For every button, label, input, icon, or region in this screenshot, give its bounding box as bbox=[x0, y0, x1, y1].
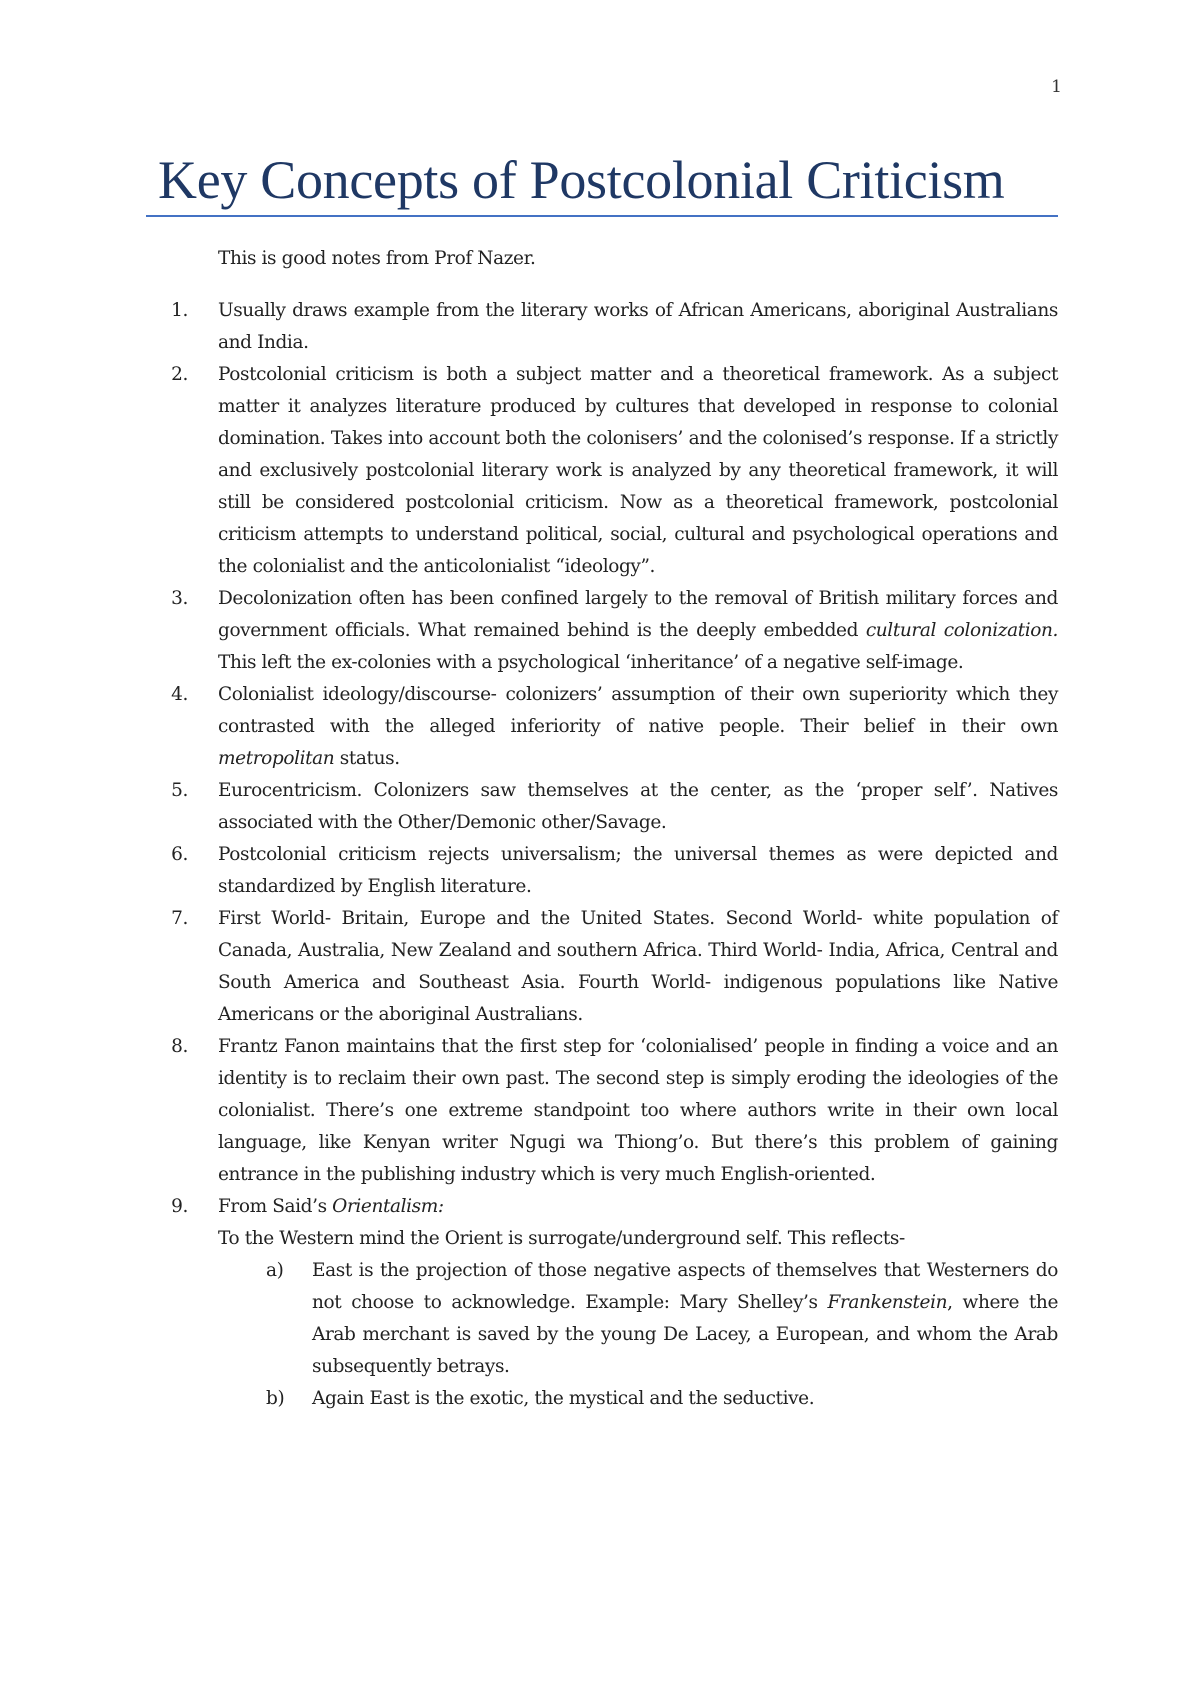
sublist-item-letter: b) bbox=[266, 1388, 285, 1409]
list-item bbox=[158, 359, 1058, 583]
sublist-item-text: Again East is the exotic, the mystical and the seductive. bbox=[312, 1388, 815, 1409]
list-item bbox=[158, 775, 1058, 839]
list-item-number: 6. bbox=[171, 844, 188, 865]
list-item-text: Eurocentricism. Colonizers saw themselves at the center, as the ‘proper self’. Natives associated with the Other/Demonic other/Savage. bbox=[218, 780, 1058, 833]
list-item-number: 2. bbox=[171, 364, 188, 385]
list-item-text bbox=[218, 1191, 1058, 1255]
list-item bbox=[158, 1031, 1058, 1191]
list-item-text: First World- Britain, Europe and the United States. Second World- white population of Canada, Australia, New Zealand and southern Africa. Third World- India, Africa, Central and South America and Southeast Asia. Fourth World- indigenous populations like Native Americans or the aboriginal Australians. bbox=[218, 908, 1058, 1025]
text-run: , where the Arab merchant is saved by the young De Lacey, a European, and whom the Arab subsequently betrays. bbox=[312, 1292, 1058, 1377]
sublist-item bbox=[266, 1383, 1058, 1415]
intro-paragraph: This is good notes from Prof Nazer. bbox=[218, 248, 536, 269]
text-run: East is the projection of those negative aspects of themselves that Westerners do not choose to acknowledge. Example: Mary Shelley’s bbox=[312, 1260, 1058, 1313]
list-item-number: 7. bbox=[171, 908, 188, 929]
list-item bbox=[158, 583, 1058, 679]
text-run: Colonialist ideology/discourse- colonizers’ assumption of their own superiority which they contrasted with the alleged inferiority of native people. Their belief in their own bbox=[218, 684, 1058, 737]
list-item-text bbox=[218, 679, 1058, 775]
numbered-list bbox=[158, 295, 1058, 1255]
sublist-item-text bbox=[312, 1255, 1058, 1383]
text-run: From Said’s bbox=[218, 1196, 333, 1217]
text-run: This left the ex-colonies with a psychological ‘inheritance’ of a negative self-image. bbox=[218, 652, 964, 673]
list-item-number: 1. bbox=[171, 300, 188, 321]
text-run: Decolonization often has been confined largely to the removal of British military forces and government officials. What remained behind is the deeply embedded bbox=[218, 588, 1058, 641]
page-title: Key Concepts of Postcolonial Criticism bbox=[158, 150, 1005, 210]
emphasis-text: Frankenstein bbox=[827, 1292, 948, 1313]
emphasis-text: cultural colonization. bbox=[865, 620, 1058, 641]
sublist-item bbox=[266, 1255, 1058, 1383]
list-item-text: Frantz Fanon maintains that the first step for ‘colonialised’ people in finding a voice and an identity is to reclaim their own past. The second step is simply eroding the ideologies of the colonialist. There’s one extreme standpoint too where authors write in their own local language, like Kenyan writer Ngugi wa Thiong’o. But there’s this problem of gaining entrance in the publishing industry which is very much English-oriented. bbox=[218, 1036, 1058, 1185]
list-item-number: 4. bbox=[171, 684, 188, 705]
lettered-sublist bbox=[266, 1255, 1058, 1415]
list-item-text: Postcolonial criticism is both a subject matter and a theoretical framework. As a subject matter it analyzes literature produced by cultures that developed in response to colonial domination. Takes into account both the colonisers’ and the colonised’s response. If a strictly and exclusively postcolonial literary work is analyzed by any theoretical framework, it will still be considered postcolonial criticism. Now as a theoretical framework, postcolonial criticism attempts to understand political, social, cultural and psychological operations and the colonialist and the anticolonialist “ideology”. bbox=[218, 364, 1058, 577]
list-item-heading bbox=[218, 1191, 1058, 1223]
list-item bbox=[158, 295, 1058, 359]
list-item-text: Usually draws example from the literary works of African Americans, aboriginal Australians and India. bbox=[218, 300, 1058, 353]
list-item-text: Postcolonial criticism rejects universalism; the universal themes as were depicted and standardized by English literature. bbox=[218, 844, 1058, 897]
page-number: 1 bbox=[1051, 77, 1062, 97]
list-item-text bbox=[218, 583, 1058, 679]
text-run: status. bbox=[334, 748, 400, 769]
emphasis-text: metropolitan bbox=[218, 748, 335, 769]
emphasis-text: Orientalism: bbox=[332, 1196, 444, 1217]
list-item-number: 8. bbox=[171, 1036, 188, 1057]
title-underline bbox=[146, 215, 1058, 217]
list-item-number: 3. bbox=[171, 588, 188, 609]
list-item-subline: To the Western mind the Orient is surrogate/underground self. This reflects- bbox=[218, 1228, 905, 1249]
list-item bbox=[158, 903, 1058, 1031]
document-body bbox=[158, 243, 1058, 1415]
list-item bbox=[158, 679, 1058, 775]
sublist-item-letter: a) bbox=[266, 1260, 284, 1281]
list-item-number: 5. bbox=[171, 780, 188, 801]
list-item bbox=[158, 839, 1058, 903]
list-item-number: 9. bbox=[171, 1196, 188, 1217]
list-item bbox=[158, 1191, 1058, 1255]
